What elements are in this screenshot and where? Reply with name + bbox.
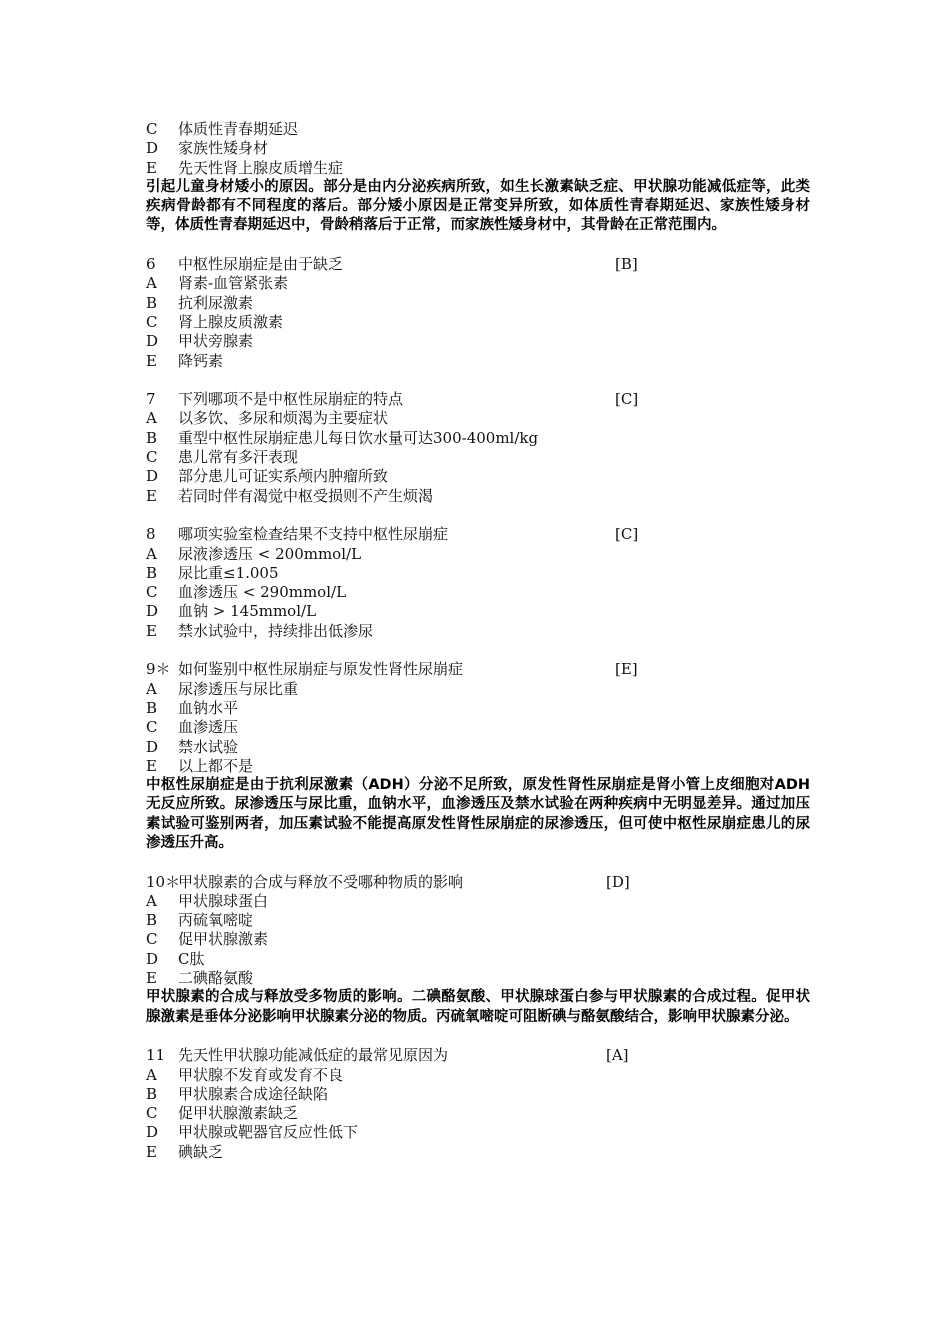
option-letter: E (146, 969, 157, 988)
option-line (146, 680, 810, 699)
option-letter: B (146, 1084, 158, 1103)
question-number: 6 (146, 255, 156, 274)
question-stem (146, 390, 810, 409)
option-letter: D (146, 949, 159, 968)
option-line (146, 718, 810, 737)
option-letter: A (146, 544, 157, 563)
option-text: 禁水试验中，持续排出低渗尿 (178, 621, 374, 640)
option-line (146, 699, 810, 718)
answer-key: [C] (615, 390, 639, 409)
option-letter: E (146, 158, 157, 177)
option-letter: A (146, 274, 157, 293)
option-text: 二碘酪氨酸 (178, 969, 254, 988)
option-letter: C (146, 448, 158, 467)
question-stem (146, 525, 810, 544)
document-page (146, 120, 810, 1162)
question-text: 中枢性尿崩症是由于缺乏 (178, 255, 344, 274)
option-text: 甲状腺或靶器官反应性低下 (178, 1123, 359, 1142)
option-letter: D (146, 332, 159, 351)
option-line (146, 622, 810, 641)
option-line (146, 950, 810, 969)
option-line (146, 313, 810, 332)
option-text: 重型中枢性尿崩症患儿每日饮水量可达300-400ml/kg (178, 428, 539, 447)
option-text: 患儿常有多汗表现 (178, 448, 299, 467)
option-text: 血钠 > 145mmol/L (178, 602, 317, 621)
option-text: 尿渗透压与尿比重 (178, 679, 299, 698)
option-text: 甲状旁腺素 (178, 332, 254, 351)
option-text: 若同时伴有渴觉中枢受损则不产生烦渴 (178, 486, 434, 505)
option-letter: C (146, 583, 158, 602)
option-text: C肽 (178, 949, 205, 968)
question-number: 7 (146, 390, 156, 409)
option-text: 甲状腺不发育或发育不良 (178, 1065, 344, 1084)
option-line (146, 911, 810, 930)
option-letter: B (146, 293, 158, 312)
option-line (146, 294, 810, 313)
option-text: 肾素-血管紧张素 (178, 274, 289, 293)
option-text: 尿比重≤1.005 (178, 563, 279, 582)
answer-key: [B] (615, 255, 638, 274)
option-letter: D (146, 602, 159, 621)
option-line (146, 120, 810, 139)
option-line (146, 1085, 810, 1104)
option-letter: D (146, 139, 159, 158)
question-text: 甲状腺素的合成与释放不受哪种物质的影响 (178, 872, 464, 891)
option-text: 血渗透压 (178, 718, 239, 737)
question-text: 哪项实验室检查结果不支持中枢性尿崩症 (178, 525, 449, 544)
option-letter: A (146, 1065, 157, 1084)
answer-key: [A] (606, 1046, 629, 1065)
option-line (146, 545, 810, 564)
option-text: 部分患儿可证实系颅内肿瘤所致 (178, 467, 389, 486)
option-text: 丙硫氧嘧啶 (178, 911, 254, 930)
option-letter: E (146, 756, 157, 775)
option-line (146, 467, 810, 486)
explanation: 中枢性尿崩症是由于抗利尿激素（ADH）分泌不足所致，原发性肾性尿崩症是肾小管上皮细胞对ADH无反应所致。尿渗透压与尿比重，血钠水平，血渗透压及禁水试验在两种疾病中无明显差异。通过加压素试验可鉴别两者，加压素试验不能提高原发性肾性尿崩症的尿渗透压，但可使中枢性尿崩症患儿的尿渗透压升高。 (146, 777, 810, 851)
option-letter: C (146, 312, 158, 331)
option-text: 家族性矮身材 (178, 139, 269, 158)
option-line (146, 1123, 810, 1142)
option-letter: E (146, 621, 157, 640)
option-text: 甲状腺素合成途径缺陷 (178, 1084, 329, 1103)
question-stem (146, 255, 810, 274)
option-line (146, 448, 810, 467)
question-number: 11 (146, 1046, 166, 1065)
answer-key: [D] (606, 872, 630, 891)
option-letter: C (146, 120, 158, 138)
option-letter: C (146, 718, 158, 737)
option-text: 肾上腺皮质激素 (178, 312, 284, 331)
option-line (146, 930, 810, 949)
option-letter: B (146, 428, 158, 447)
option-text: 尿液渗透压 < 200mmol/L (178, 544, 362, 563)
option-text: 碘缺乏 (178, 1142, 224, 1161)
option-text: 体质性青春期延迟 (178, 120, 299, 138)
option-letter: B (146, 698, 158, 717)
option-line (146, 139, 810, 158)
option-line (146, 1104, 810, 1123)
option-line (146, 969, 810, 988)
option-letter: E (146, 486, 157, 505)
option-line (146, 564, 810, 583)
question-stem (146, 873, 810, 892)
explanation: 引起儿童身材矮小的原因。部分是由内分泌疾病所致，如生长激素缺乏症、甲状腺功能减低症等，此类疾病骨龄都有不同程度的落后。部分矮小原因是正常变异所致，如体质性青春期延迟、家族性矮身材等，体质性青春期延迟中，骨龄稍落后于正常，而家族性矮身材中，其骨龄在正常范围内。 (146, 178, 810, 234)
option-letter: A (146, 891, 157, 910)
option-text: 降钙素 (178, 351, 224, 370)
option-letter: E (146, 351, 157, 370)
option-line (146, 583, 810, 602)
option-letter: D (146, 1123, 159, 1142)
option-letter: D (146, 467, 159, 486)
option-line (146, 274, 810, 293)
option-text: 甲状腺球蛋白 (178, 891, 269, 910)
explanation: 甲状腺素的合成与释放受多物质的影响。二碘酪氨酸、甲状腺球蛋白参与甲状腺素的合成过程。促甲状腺激素是垂体分泌影响甲状腺素分泌的物质。丙硫氧嘧啶可阻断碘与酪氨酸结合，影响甲状腺素分泌。 (146, 989, 810, 1025)
option-letter: C (146, 1104, 158, 1123)
option-line (146, 1066, 810, 1085)
option-text: 促甲状腺激素缺乏 (178, 1104, 299, 1123)
option-line (146, 602, 810, 621)
option-text: 以多饮、多尿和烦渴为主要症状 (178, 409, 389, 428)
option-line (146, 738, 810, 757)
option-letter: D (146, 737, 159, 756)
question-text: 如何鉴别中枢性尿崩症与原发性肾性尿崩症 (178, 660, 464, 679)
option-text: 促甲状腺激素 (178, 930, 269, 949)
option-line (146, 1143, 810, 1162)
option-line (146, 892, 810, 911)
question-number: 9＊ (146, 660, 171, 679)
option-line (146, 352, 810, 371)
question-number: 10＊ (146, 872, 181, 891)
option-text: 血钠水平 (178, 698, 239, 717)
option-text: 抗利尿激素 (178, 293, 254, 312)
option-letter: C (146, 930, 158, 949)
question-text: 先天性甲状腺功能减低症的最常见原因为 (178, 1046, 449, 1065)
option-line (146, 409, 810, 428)
option-line (146, 487, 810, 506)
option-letter: A (146, 409, 157, 428)
option-text: 禁水试验 (178, 737, 239, 756)
question-stem (146, 1046, 810, 1065)
question-number: 8 (146, 525, 156, 544)
option-text: 以上都不是 (178, 756, 254, 775)
option-line (146, 159, 810, 178)
option-letter: A (146, 679, 157, 698)
question-text: 下列哪项不是中枢性尿崩症的特点 (178, 390, 404, 409)
question-stem (146, 660, 810, 679)
option-text: 先天性肾上腺皮质增生症 (178, 158, 344, 177)
answer-key: [C] (615, 525, 639, 544)
option-letter: B (146, 563, 158, 582)
option-letter: E (146, 1142, 157, 1161)
answer-key: [E] (615, 660, 638, 679)
option-line (146, 332, 810, 351)
option-letter: B (146, 911, 158, 930)
option-line (146, 429, 810, 448)
option-text: 血渗透压 < 290mmol/L (178, 583, 347, 602)
option-line (146, 757, 810, 776)
